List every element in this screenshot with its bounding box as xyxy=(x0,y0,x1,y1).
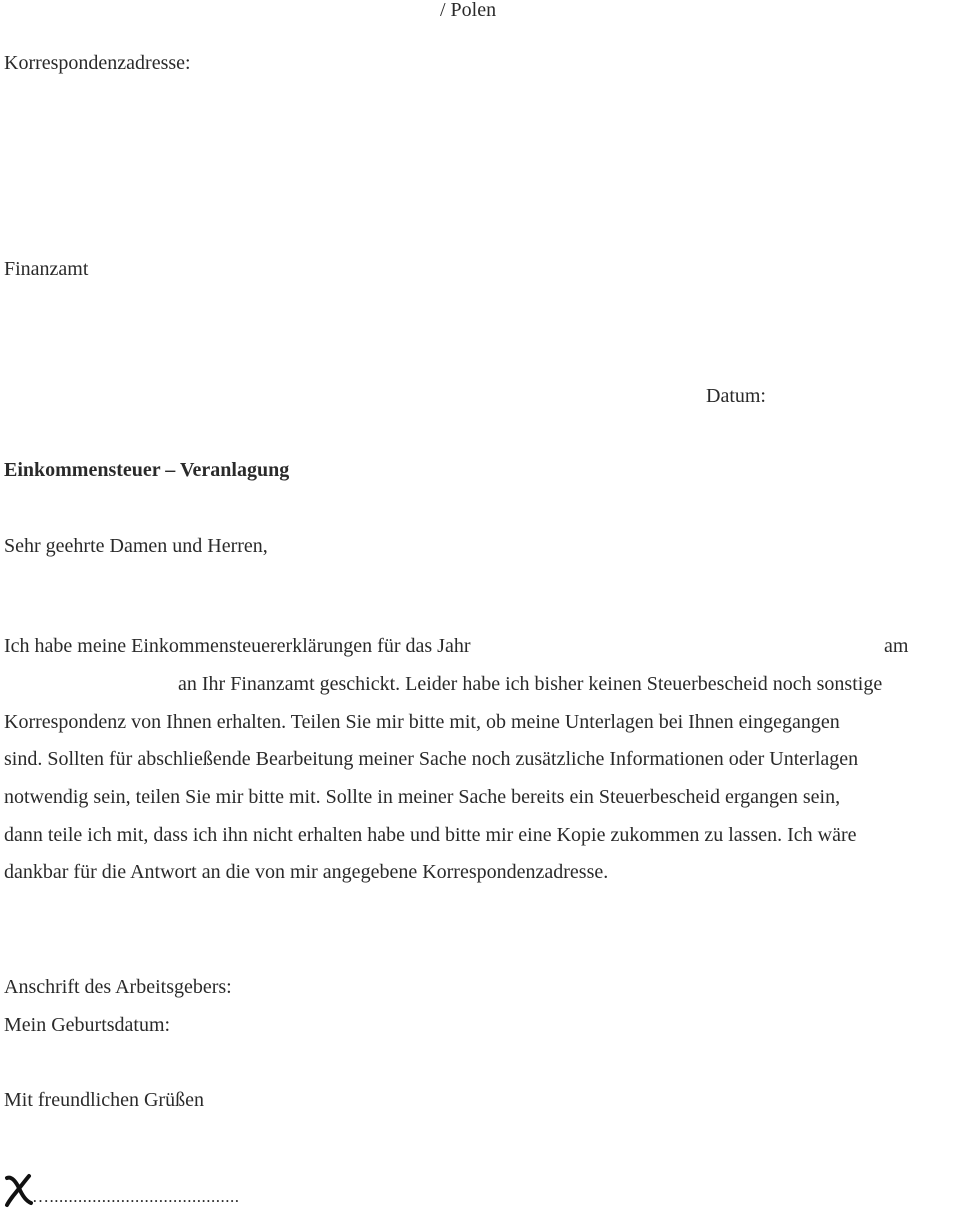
birthdate-label: Mein Geburtsdatum: xyxy=(4,1014,171,1036)
body-line: dankbar für die Antwort an die von mir angegebene Korrespondenzadresse. xyxy=(4,861,609,883)
body-line: an Ihr Finanzamt geschickt. Leider habe ich bisher keinen Steuerbescheid noch sonstige xyxy=(178,673,883,695)
body-line: dann teile ich mit, dass ich ihn nicht erhalten habe und bitte mir eine Kopie zukommen zu lassen. Ich wäre xyxy=(4,824,857,846)
employer-address-label: Anschrift des Arbeitsgebers: xyxy=(4,976,232,998)
tax-office-label: Finanzamt xyxy=(4,258,89,280)
body-line: Ich habe meine Einkommensteuererklärungen für das Jahr xyxy=(4,635,471,657)
salutation: Sehr geehrte Damen und Herren, xyxy=(4,535,268,557)
date-label: Datum: xyxy=(706,385,766,407)
body-line: Korrespondenz von Ihnen erhalten. Teilen Sie mir bitte mit, ob meine Unterlagen bei Ihnen eingegangen xyxy=(4,711,840,733)
closing-greeting: Mit freundlichen Grüßen xyxy=(4,1089,204,1111)
header-country: / Polen xyxy=(440,0,497,21)
correspondence-address-label: Korrespondenzadresse: xyxy=(4,52,191,74)
body-line: am xyxy=(884,635,909,657)
subject-line: Einkommensteuer – Veranlagung xyxy=(4,459,290,481)
body-line: notwendig sein, teilen Sie mir bitte mit. Sollte in meiner Sache bereits ein Steuerbescheid ergangen sein, xyxy=(4,786,841,808)
signature-line: …........................................ xyxy=(32,1187,240,1206)
body-line: sind. Sollten für abschließende Bearbeitung meiner Sache noch zusätzliche Informationen oder Unterlagen xyxy=(4,748,859,770)
signature-x-icon xyxy=(4,1168,34,1208)
